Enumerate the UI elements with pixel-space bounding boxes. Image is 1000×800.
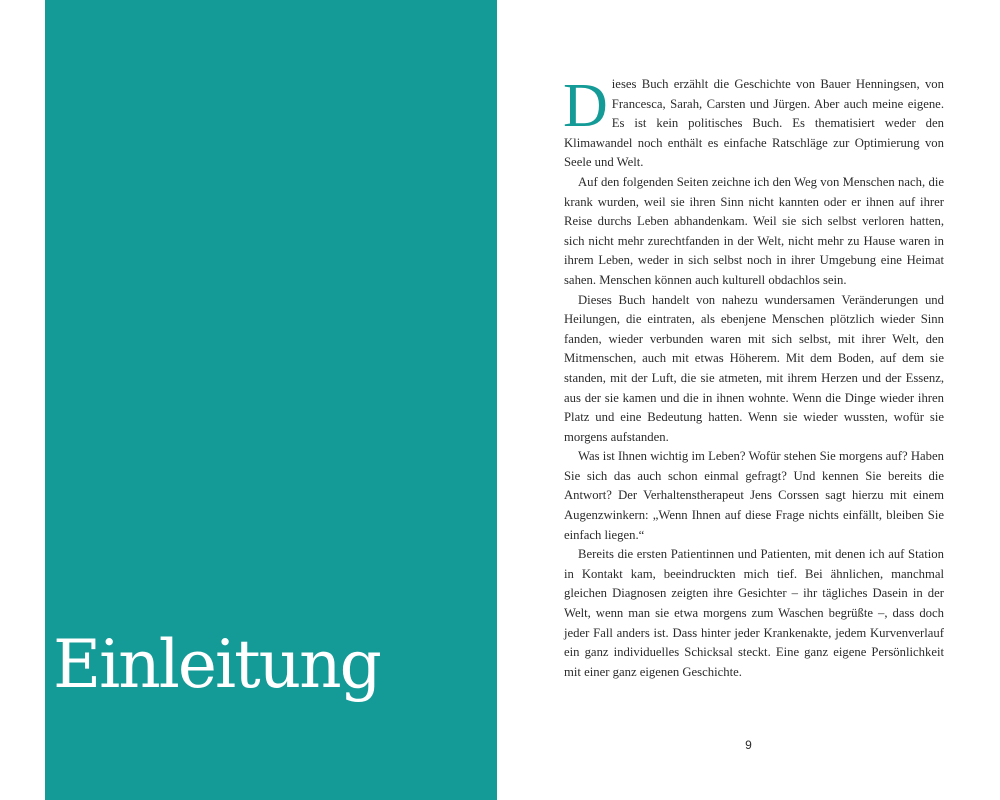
page-number: 9 <box>745 738 752 752</box>
paragraph-1 <box>563 72 944 173</box>
paragraph-3: Dieses Buch handelt von nahezu wundersamen Veränderungen und Heilungen, die eintraten, als ebenjene Menschen plötzlich wieder Sinn fanden, wieder verbunden waren mit sich selbst, mit ihrer Welt, den Mitmenschen, auch mit etwas Höherem. Mit dem Boden, auf dem sie standen, mit der Luft, die sie atmeten, mit ihrem Herzen und der Essenz, aus der sie kamen und die in ihnen wohnte. Wenn die Dinge wieder ihren Platz und eine Bedeutung hatten. Wenn sie wieder wussten, wofür sie morgens aufstanden. <box>564 292 944 444</box>
paragraph-2: Auf den folgenden Seiten zeichne ich den Weg von Menschen nach, die krank wurden, weil sie ihren Sinn nicht kannten oder er ihnen auf ihrer Reise durchs Leben abhandenkam. Weil sie sich selbst verloren hatten, sich nicht mehr zurechtfanden in der Welt, nicht mehr zu Hause waren in ihrem Leben, weder in sich selbst noch in ihrer Umgebung eine Heimat sahen. Menschen können auch kulturell obdachlos sein. <box>564 174 944 287</box>
chapter-title-page <box>45 0 497 800</box>
text-page <box>497 0 1000 800</box>
body-text <box>563 72 944 682</box>
paragraph-5: Bereits die ersten Patientinnen und Patienten, mit denen ich auf Station in Kontakt kam, beeindruckten mich tief. Bei ähnlichen, manchmal gleichen Diagnosen zeigten ihre Gesichter – ihr tägliches Dasein in der Welt, wenn man sie etwa morgens zum Waschen begrüßte –, dass doch jeder Fall anders ist. Dass hinter jeder Krankenakte, jedem Kurvenverlauf ein ganz individuelles Schicksal steckt. Eine ganz eigene Persönlichkeit mit einer ganz eigenen Geschichte. <box>564 547 944 679</box>
drop-cap: D <box>563 72 608 140</box>
paragraph-4: Was ist Ihnen wichtig im Leben? Wofür stehen Sie morgens auf? Haben Sie sich das auch schon einmal gefragt? Und kennen Sie bereits die Antwort? Der Verhaltenstherapeut Jens Corssen sagt hierzu mit einem Augenzwinkern: „Wenn Ihnen auf diese Frage nichts einfällt, bleiben Sie einfach liegen.“ <box>564 449 944 542</box>
chapter-title: Einleitung <box>53 626 380 703</box>
paragraph-1-text: ieses Buch erzählt die Geschichte von Bauer Henningsen, von Francesca, Sarah, Carsten und Jürgen. Aber auch meine eigene. Es ist kein politisches Buch. Es thematisiert weder den Klimawandel noch enthält es einfache Ratschläge zur Optimierung von Seele und Welt. <box>564 77 944 170</box>
